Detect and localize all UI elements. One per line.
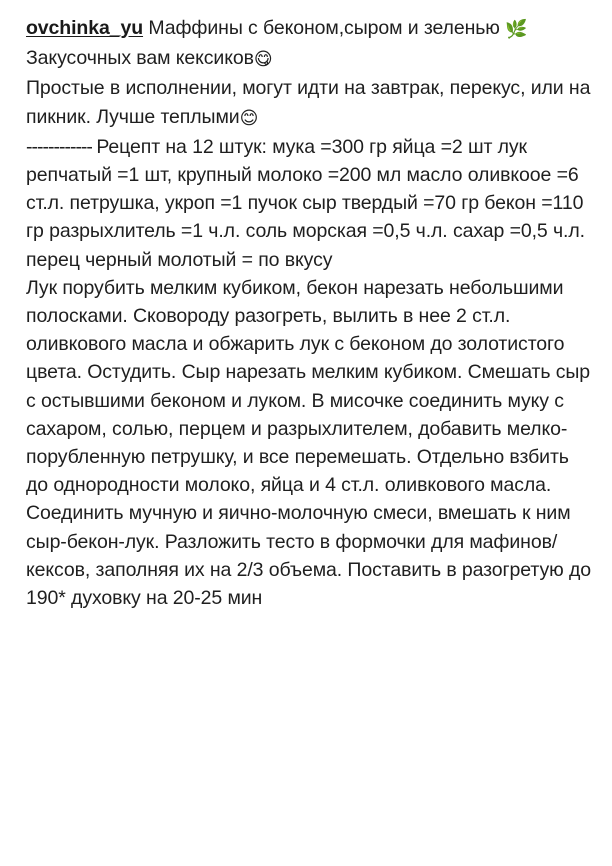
post-author-username[interactable]: ovchinka_yu <box>26 17 144 39</box>
divider-dashes: ------------ <box>26 135 97 158</box>
caption-text: Закусочных вам кексиков <box>26 47 254 70</box>
emoji-glyph: 🌿 <box>505 19 528 40</box>
post-caption <box>26 14 594 612</box>
caption-body <box>26 17 591 609</box>
emoji-glyph: 😊 <box>239 107 259 129</box>
caption-text: Лук порубить мелким кубиком, бекон нарезать небольшими полосками. Сковороду разогреть, вылить в нее 2 ст.л. оливкового масла и обжарить лук с беконом до золотистого цвета. Остудить. Сыр нарезать мелким кубиком. Смешать сыр с остывшими беконом и луком. В мисочке соединить муку с сахаром, солью, перцем и разрыхлителем, добавить мелко-порубленную петрушку, и все перемешать. Отдельно взбить до однородности молоко, яйца и 4 ст.л. оливкового масла. Соединить мучную и яично-молочную смеси, вмешать к ним сыр-бекон-лук. Разложить тесто в формочки для мафинов/кексов, заполняя их на 2/3 объема. Поставить в разогретую до 190* духовку на 20-25 мин <box>26 276 591 610</box>
caption-text: Простые в исполнении, могут идти на завтрак, перекус, или на пикник. Лучше теплыми <box>26 77 591 128</box>
emoji-glyph: 😋 <box>253 49 273 71</box>
caption-text: Маффины с беконом,сыром и зеленью <box>143 17 506 39</box>
caption-text: Рецепт на 12 штук: мука =300 гр яйца =2 шт лук репчатый =1 шт, крупный молоко =200 мл масло оливкоое =6 ст.л. петрушка, укроп =1 пучок сыр твердый =70 гр бекон =110 гр разрыхлитель =1 ч.л. соль морская =0,5 ч.л. сахар =0,5 ч.л. перец черный молотый = по вкусу <box>26 135 585 271</box>
